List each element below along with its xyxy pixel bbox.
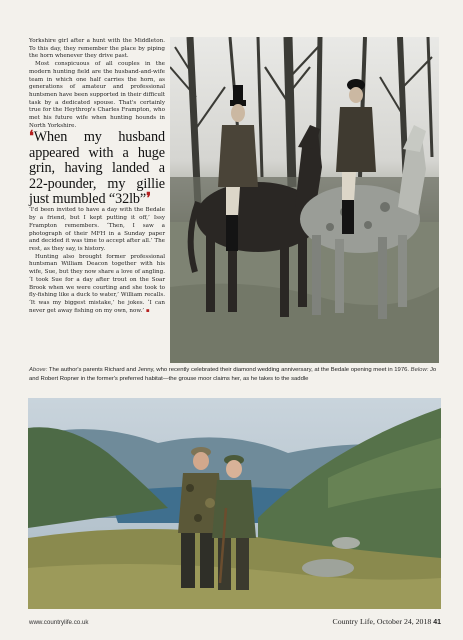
pull-quote bbox=[29, 130, 165, 207]
photo-couple-on-moor bbox=[28, 398, 441, 609]
photo-caption bbox=[29, 366, 439, 383]
caption-below-text: Jo and Robert Ropner in the former's preferred habitat—the grouse moor claims her, as he takes to the saddle bbox=[29, 367, 437, 382]
end-mark-icon: ▪ bbox=[145, 307, 150, 314]
article-paragraph-4 bbox=[29, 254, 165, 316]
rock bbox=[332, 537, 360, 549]
caption-above-text: The author's parents Richard and Jenny, who recently celebrated their diamond wedding anniversary, at the Bedale opening meet in 1976. bbox=[48, 367, 410, 373]
moor-illustration bbox=[28, 398, 441, 609]
page-number: 41 bbox=[433, 619, 441, 626]
quote-close-mark: ❜ bbox=[146, 191, 151, 208]
footer-website: www.countrylife.co.uk bbox=[29, 619, 89, 626]
quote-open-mark: ❛ bbox=[29, 129, 34, 146]
article-paragraph-2: Most conspicuous of all couples in the modern hunting field are the husband-and-wife team in which one half carries the horn, as generations of amateur and professional huntsmen have been supported in their difficult task by a dedicated spouse. That's certainly true for the Heythrop's Charles Frampton, who met his future wife when hunting hounds in North Yorkshire. bbox=[29, 61, 165, 129]
pull-quote-text: When my husband appeared with a huge grin, having landed a 22-pounder, my gillie just mumbled “32lb” bbox=[29, 129, 165, 208]
footer-issue-text: Country Life, October 24, 2018 bbox=[332, 617, 432, 626]
article-column bbox=[29, 38, 165, 315]
riders-illustration bbox=[170, 37, 439, 363]
article-paragraph-3: ‘I'd been invited to have a day with the Bedale by a friend, but I kept putting it off,’ Issy Frampton remembers. ‘Then, I saw a photograph of their MFH in a Sunday paper and decided it was time to accept after all.’ The rest, as they say, is history. bbox=[29, 207, 165, 252]
article-paragraph-1: Yorkshire girl after a hunt with the Middleton. To this day, they remember the place by piping the horn whenever they drive past. bbox=[29, 38, 165, 60]
photo-riders-on-horseback bbox=[170, 37, 439, 363]
caption-below-label: Below: bbox=[410, 367, 429, 373]
caption-above-label: Above: bbox=[29, 367, 48, 373]
rock bbox=[302, 559, 354, 577]
footer-issue bbox=[333, 617, 442, 626]
article-paragraph-4-text: Hunting also brought former professional huntsman William Deacon together with his wife, Sue, but they now share a love of angling. ‘I took Sue for a day after trout on the Soar Brook when we were courting and she took to fly-fishing like a duck to water,’ William recalls. ‘It was my biggest mistake,’ he jokes. ‘I can never get away fishing on my own, now.’ bbox=[29, 253, 165, 314]
